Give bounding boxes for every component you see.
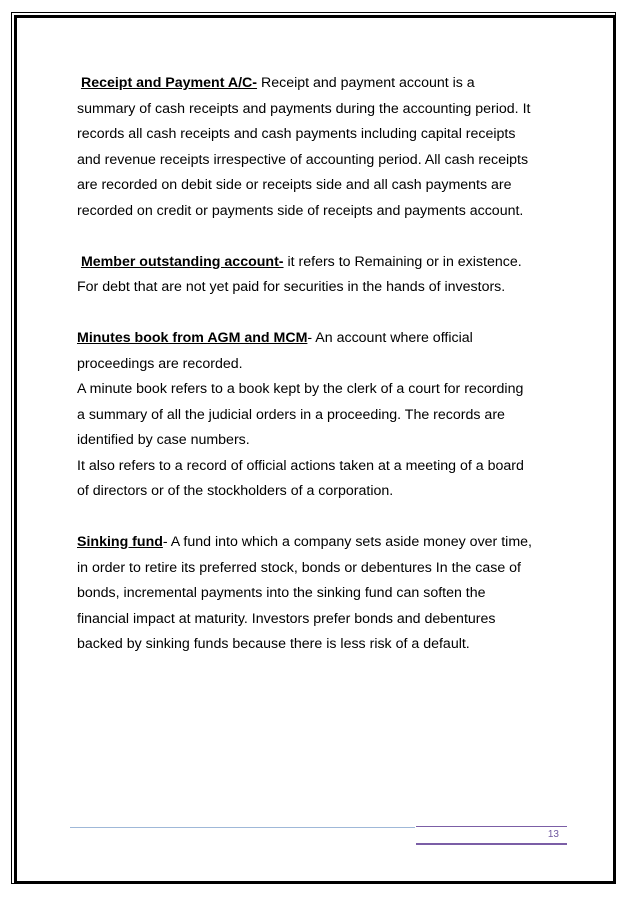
paragraph-line: [77, 250, 577, 276]
paragraph-line: identified by case numbers.: [77, 432, 250, 448]
paragraph-line: a summary of all the judicial orders in a proceeding. The records are: [77, 406, 505, 423]
paragraph-line: For debt that are not yet paid for securities in the hands of investors.: [77, 279, 506, 295]
paragraph-line: [77, 530, 577, 556]
paragraph-gap: [77, 224, 577, 250]
paragraph-gap: [77, 301, 577, 327]
paragraph-line: [77, 71, 577, 97]
section-receipt-payment: [77, 71, 577, 224]
paragraph-gap: [77, 505, 577, 531]
page-number: 13: [547, 829, 559, 840]
page-number-box: [416, 826, 567, 845]
paragraph-line: backed by sinking funds because there is less risk of a default.: [77, 636, 470, 652]
paragraph-line: recorded on credit or payments side of receipts and payments account.: [77, 202, 524, 219]
text-span: Receipt and payment account is a: [257, 75, 475, 91]
text-span: - A fund into which a company sets aside money over time,: [162, 534, 532, 550]
paragraph-line: in order to retire its preferred stock, bonds or debentures In the case of: [77, 559, 521, 576]
paragraph-line: A minute book refers to a book kept by the clerk of a court for recording: [77, 381, 524, 397]
document-body: [77, 71, 577, 658]
paragraph-line: financial impact at maturity. Investors prefer bonds and debentures: [77, 610, 496, 627]
paragraph-line: summary of cash receipts and payments during the accounting period. It: [77, 100, 531, 117]
paragraph-line: bonds, incremental payments into the sinking fund can soften the: [77, 585, 486, 601]
term-heading: Sinking fund: [77, 534, 163, 550]
section-sinking-fund: [77, 530, 577, 658]
paragraph-line: of directors or of the stockholders of a corporation.: [77, 483, 394, 499]
text-span: it refers to Remaining or in existence.: [283, 253, 522, 270]
text-span: - An account where official: [307, 330, 473, 346]
paragraph-line: It also refers to a record of official actions taken at a meeting of a board: [77, 457, 524, 474]
footer-rule: [70, 827, 415, 828]
paragraph-line: [77, 326, 577, 352]
paragraph-line: records all cash receipts and cash payments including capital receipts: [77, 126, 516, 142]
term-heading: Receipt and Payment A/C-: [80, 75, 258, 91]
section-member-outstanding: [77, 250, 577, 301]
section-minutes-book: [77, 326, 577, 505]
paragraph-line: proceedings are recorded.: [77, 355, 243, 372]
term-heading: Member outstanding account-: [80, 253, 284, 270]
paragraph-line: are recorded on debit side or receipts side and all cash payments are: [77, 177, 512, 193]
paragraph-line: and revenue receipts irrespective of accounting period. All cash receipts: [77, 151, 529, 168]
term-heading: Minutes book from AGM and MCM: [77, 330, 308, 346]
